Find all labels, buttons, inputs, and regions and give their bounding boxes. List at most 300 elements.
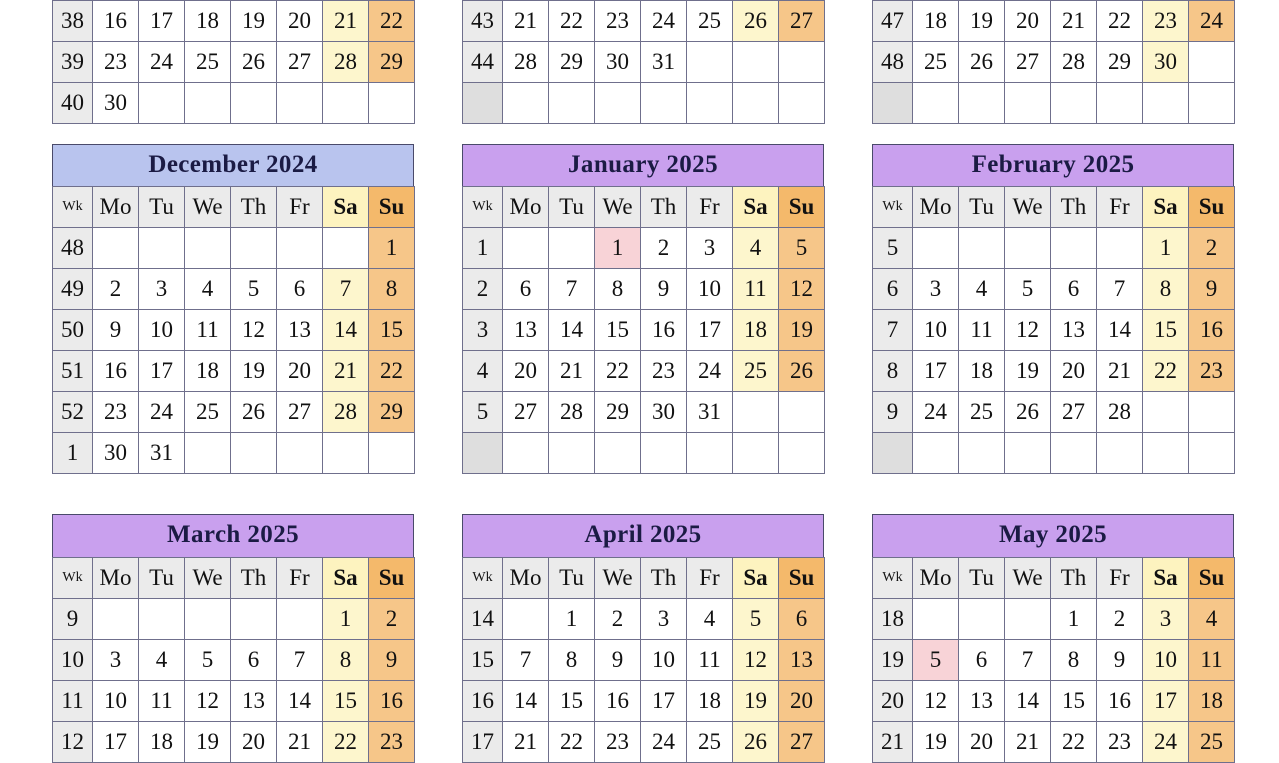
day-cell: 30 xyxy=(93,83,139,124)
day-cell: 22 xyxy=(323,721,369,762)
month-title-april-2025: April 2025 xyxy=(462,514,824,556)
day-cell: 27 xyxy=(503,392,549,433)
weekday-header-wk: Wk xyxy=(53,557,93,598)
week-number-cell: 5 xyxy=(873,228,913,269)
day-cell: 26 xyxy=(1005,392,1051,433)
day-cell-empty xyxy=(687,42,733,83)
weekday-header-fr: Fr xyxy=(1097,187,1143,228)
day-cell: 18 xyxy=(687,680,733,721)
weekday-header-th: Th xyxy=(231,187,277,228)
day-cell-empty xyxy=(779,433,825,474)
week-number-cell: 48 xyxy=(53,228,93,269)
weekday-header-fr: Fr xyxy=(687,187,733,228)
day-cell: 5 xyxy=(779,228,825,269)
day-cell: 11 xyxy=(959,310,1005,351)
day-cell: 25 xyxy=(185,392,231,433)
week-number-cell xyxy=(873,433,913,474)
day-cell: 23 xyxy=(369,721,415,762)
weekday-header-su: Su xyxy=(1189,557,1235,598)
day-cell: 24 xyxy=(139,392,185,433)
day-cell: 5 xyxy=(231,269,277,310)
day-cell: 10 xyxy=(687,269,733,310)
day-cell: 3 xyxy=(687,228,733,269)
week-number-cell: 51 xyxy=(53,351,93,392)
weekday-header-th: Th xyxy=(1051,557,1097,598)
week-row xyxy=(463,598,825,639)
day-cell-empty xyxy=(779,392,825,433)
day-cell: 21 xyxy=(503,721,549,762)
weekday-header-row xyxy=(53,187,415,228)
bottom-partial-months-row xyxy=(0,514,1279,754)
day-cell: 23 xyxy=(595,1,641,42)
day-cell: 4 xyxy=(959,269,1005,310)
day-cell: 19 xyxy=(779,310,825,351)
day-cell-empty xyxy=(369,83,415,124)
day-cell: 11 xyxy=(687,639,733,680)
week-row xyxy=(463,42,825,83)
day-cell: 10 xyxy=(641,639,687,680)
day-cell-empty xyxy=(1097,433,1143,474)
calendar-table-september-2024-partial xyxy=(52,0,415,124)
weekday-header-su: Su xyxy=(369,187,415,228)
day-cell: 7 xyxy=(323,269,369,310)
day-cell: 7 xyxy=(1005,639,1051,680)
day-cell: 27 xyxy=(779,721,825,762)
day-cell: 7 xyxy=(549,269,595,310)
day-cell: 20 xyxy=(779,680,825,721)
day-cell: 3 xyxy=(913,269,959,310)
day-cell: 23 xyxy=(641,351,687,392)
day-cell-empty xyxy=(641,433,687,474)
day-cell: 26 xyxy=(733,721,779,762)
day-cell: 13 xyxy=(277,310,323,351)
day-cell: 19 xyxy=(959,1,1005,42)
day-cell: 28 xyxy=(1097,392,1143,433)
day-cell-empty xyxy=(779,42,825,83)
day-cell-empty xyxy=(503,228,549,269)
day-cell: 8 xyxy=(1143,269,1189,310)
day-cell: 25 xyxy=(1189,721,1235,762)
day-cell: 29 xyxy=(549,42,595,83)
day-cell-empty xyxy=(1005,598,1051,639)
calendar-table-january-2025 xyxy=(462,186,825,474)
day-cell: 17 xyxy=(687,310,733,351)
day-cell: 25 xyxy=(913,42,959,83)
day-cell: 24 xyxy=(687,351,733,392)
day-cell: 19 xyxy=(231,351,277,392)
day-cell: 28 xyxy=(323,392,369,433)
day-cell: 19 xyxy=(1005,351,1051,392)
week-number-cell: 1 xyxy=(53,433,93,474)
day-cell: 8 xyxy=(549,639,595,680)
day-cell: 7 xyxy=(503,639,549,680)
day-cell: 11 xyxy=(1189,639,1235,680)
day-cell: 29 xyxy=(595,392,641,433)
day-cell-empty xyxy=(913,228,959,269)
week-row xyxy=(463,83,825,124)
day-cell: 25 xyxy=(185,42,231,83)
day-cell: 20 xyxy=(277,1,323,42)
day-cell: 22 xyxy=(549,1,595,42)
day-cell: 12 xyxy=(1005,310,1051,351)
week-number-cell: 38 xyxy=(53,1,93,42)
week-number-cell: 6 xyxy=(873,269,913,310)
day-cell: 30 xyxy=(595,42,641,83)
day-cell-empty xyxy=(913,598,959,639)
day-cell-empty xyxy=(549,228,595,269)
week-row xyxy=(463,680,825,721)
weekday-header-sa: Sa xyxy=(323,557,369,598)
weekday-header-th: Th xyxy=(1051,187,1097,228)
day-cell: 14 xyxy=(277,680,323,721)
day-cell: 16 xyxy=(641,310,687,351)
weekday-header-we: We xyxy=(1005,187,1051,228)
day-cell: 22 xyxy=(1143,351,1189,392)
weekday-header-fr: Fr xyxy=(1097,557,1143,598)
day-cell: 8 xyxy=(323,639,369,680)
day-cell: 22 xyxy=(549,721,595,762)
day-cell: 16 xyxy=(93,351,139,392)
day-cell: 15 xyxy=(369,310,415,351)
day-cell: 11 xyxy=(733,269,779,310)
weekday-header-tu: Tu xyxy=(959,187,1005,228)
day-cell-empty xyxy=(323,433,369,474)
day-cell: 21 xyxy=(1051,1,1097,42)
calendar-table-december-2024 xyxy=(52,186,415,474)
weekday-header-su: Su xyxy=(779,187,825,228)
day-cell: 5 xyxy=(185,639,231,680)
day-cell: 31 xyxy=(139,433,185,474)
day-cell: 17 xyxy=(139,1,185,42)
month-title-may-2025: May 2025 xyxy=(872,514,1234,556)
day-cell: 16 xyxy=(1189,310,1235,351)
day-cell: 4 xyxy=(733,228,779,269)
day-cell-empty xyxy=(369,433,415,474)
day-cell: 28 xyxy=(549,392,595,433)
weekday-header-we: We xyxy=(1005,557,1051,598)
day-cell: 11 xyxy=(139,680,185,721)
month-title-december-2024: December 2024 xyxy=(52,144,414,186)
calendar-table-october-2024-partial xyxy=(462,0,825,124)
day-cell: 10 xyxy=(913,310,959,351)
day-cell: 3 xyxy=(641,598,687,639)
day-cell-empty xyxy=(687,83,733,124)
weekday-header-su: Su xyxy=(1189,187,1235,228)
day-cell: 2 xyxy=(641,228,687,269)
weekday-header-we: We xyxy=(595,187,641,228)
weekday-header-tu: Tu xyxy=(139,557,185,598)
day-cell-empty xyxy=(913,433,959,474)
day-cell: 25 xyxy=(733,351,779,392)
week-number-cell xyxy=(873,83,913,124)
day-cell: 24 xyxy=(913,392,959,433)
weekday-header-row xyxy=(53,557,415,598)
day-cell-empty xyxy=(1143,83,1189,124)
weekday-header-we: We xyxy=(185,187,231,228)
day-cell: 24 xyxy=(1143,721,1189,762)
month-title-february-2025: February 2025 xyxy=(872,144,1234,186)
day-cell-empty xyxy=(1051,433,1097,474)
week-row xyxy=(873,392,1235,433)
weekday-header-wk: Wk xyxy=(463,187,503,228)
day-cell-empty xyxy=(1143,433,1189,474)
weekday-header-mo: Mo xyxy=(93,187,139,228)
week-number-cell: 5 xyxy=(463,392,503,433)
day-cell: 13 xyxy=(959,680,1005,721)
day-cell: 12 xyxy=(913,680,959,721)
day-cell-empty xyxy=(1189,83,1235,124)
day-cell: 18 xyxy=(959,351,1005,392)
day-cell: 26 xyxy=(231,392,277,433)
day-cell-empty xyxy=(1189,392,1235,433)
week-row xyxy=(873,83,1235,124)
day-cell: 30 xyxy=(1143,42,1189,83)
day-cell: 15 xyxy=(323,680,369,721)
day-cell: 2 xyxy=(1189,228,1235,269)
weekday-header-su: Su xyxy=(369,557,415,598)
day-cell: 29 xyxy=(369,392,415,433)
week-row xyxy=(53,433,415,474)
day-cell: 29 xyxy=(369,42,415,83)
day-cell-empty xyxy=(139,598,185,639)
week-number-cell xyxy=(463,433,503,474)
main-months-row xyxy=(0,144,1279,474)
day-cell: 15 xyxy=(1051,680,1097,721)
day-cell: 26 xyxy=(733,1,779,42)
day-cell: 4 xyxy=(185,269,231,310)
day-cell: 17 xyxy=(641,680,687,721)
calendar-table-march-2025 xyxy=(52,557,415,763)
day-cell-empty xyxy=(231,228,277,269)
day-cell: 14 xyxy=(1097,310,1143,351)
day-cell-empty xyxy=(185,83,231,124)
day-cell: 28 xyxy=(323,42,369,83)
weekday-header-row xyxy=(873,187,1235,228)
day-cell: 16 xyxy=(369,680,415,721)
week-row xyxy=(463,639,825,680)
day-cell: 15 xyxy=(595,310,641,351)
day-cell: 21 xyxy=(323,1,369,42)
week-row xyxy=(53,351,415,392)
week-number-cell: 40 xyxy=(53,83,93,124)
week-number-cell: 20 xyxy=(873,680,913,721)
weekday-header-row xyxy=(463,557,825,598)
day-cell: 19 xyxy=(913,721,959,762)
day-cell: 18 xyxy=(185,351,231,392)
month-block-march-2025 xyxy=(52,514,414,762)
day-cell: 21 xyxy=(1097,351,1143,392)
weekday-header-tu: Tu xyxy=(139,187,185,228)
week-number-cell: 9 xyxy=(873,392,913,433)
day-cell: 9 xyxy=(595,639,641,680)
week-row xyxy=(53,83,415,124)
day-cell: 25 xyxy=(687,1,733,42)
day-cell: 17 xyxy=(139,351,185,392)
calendar-table-may-2025 xyxy=(872,557,1235,763)
day-cell: 19 xyxy=(231,1,277,42)
month-title-january-2025: January 2025 xyxy=(462,144,824,186)
day-cell: 8 xyxy=(1051,639,1097,680)
week-number-cell: 2 xyxy=(463,269,503,310)
week-row xyxy=(463,351,825,392)
day-cell: 5 xyxy=(913,639,959,680)
month-block-october-2024-partial xyxy=(462,0,824,124)
week-row xyxy=(53,310,415,351)
weekday-header-th: Th xyxy=(641,187,687,228)
day-cell: 28 xyxy=(503,42,549,83)
day-cell: 5 xyxy=(733,598,779,639)
day-cell: 12 xyxy=(231,310,277,351)
weekday-header-sa: Sa xyxy=(733,187,779,228)
day-cell: 2 xyxy=(595,598,641,639)
month-block-january-2025 xyxy=(462,144,824,474)
day-cell: 13 xyxy=(1051,310,1097,351)
week-row xyxy=(53,721,415,762)
day-cell: 17 xyxy=(913,351,959,392)
day-cell: 23 xyxy=(1097,721,1143,762)
day-cell: 8 xyxy=(595,269,641,310)
day-cell: 29 xyxy=(1097,42,1143,83)
week-number-cell: 11 xyxy=(53,680,93,721)
weekday-header-mo: Mo xyxy=(503,187,549,228)
day-cell-empty xyxy=(139,83,185,124)
week-number-cell: 48 xyxy=(873,42,913,83)
day-cell-empty xyxy=(733,433,779,474)
day-cell: 18 xyxy=(139,721,185,762)
week-row xyxy=(873,680,1235,721)
day-cell: 28 xyxy=(1051,42,1097,83)
top-partial-months-row xyxy=(0,0,1279,115)
weekday-header-wk: Wk xyxy=(873,187,913,228)
weekday-header-mo: Mo xyxy=(93,557,139,598)
day-cell: 23 xyxy=(595,721,641,762)
week-number-cell: 4 xyxy=(463,351,503,392)
day-cell: 20 xyxy=(1051,351,1097,392)
day-cell-empty xyxy=(323,228,369,269)
day-cell: 1 xyxy=(323,598,369,639)
week-number-cell: 18 xyxy=(873,598,913,639)
day-cell: 27 xyxy=(1051,392,1097,433)
week-number-cell: 19 xyxy=(873,639,913,680)
day-cell: 4 xyxy=(687,598,733,639)
day-cell-empty xyxy=(323,83,369,124)
day-cell: 16 xyxy=(1097,680,1143,721)
day-cell-empty xyxy=(1005,83,1051,124)
day-cell: 14 xyxy=(1005,680,1051,721)
day-cell: 2 xyxy=(93,269,139,310)
day-cell: 12 xyxy=(185,680,231,721)
day-cell: 20 xyxy=(959,721,1005,762)
month-title-march-2025: March 2025 xyxy=(52,514,414,556)
day-cell: 14 xyxy=(323,310,369,351)
week-number-cell: 15 xyxy=(463,639,503,680)
day-cell: 1 xyxy=(549,598,595,639)
week-row xyxy=(873,639,1235,680)
week-row xyxy=(873,1,1235,42)
day-cell-empty xyxy=(549,433,595,474)
weekday-header-th: Th xyxy=(231,557,277,598)
week-number-cell: 14 xyxy=(463,598,503,639)
calendar-table-april-2025 xyxy=(462,557,825,763)
day-cell: 23 xyxy=(1143,1,1189,42)
week-row xyxy=(53,639,415,680)
day-cell: 12 xyxy=(779,269,825,310)
day-cell: 10 xyxy=(139,310,185,351)
weekday-header-mo: Mo xyxy=(913,187,959,228)
day-cell-empty xyxy=(959,228,1005,269)
week-number-cell: 8 xyxy=(873,351,913,392)
day-cell-empty xyxy=(139,228,185,269)
month-block-november-2024-partial xyxy=(872,0,1234,124)
weekday-header-tu: Tu xyxy=(549,187,595,228)
day-cell: 6 xyxy=(779,598,825,639)
day-cell: 30 xyxy=(93,433,139,474)
day-cell: 26 xyxy=(779,351,825,392)
day-cell: 27 xyxy=(779,1,825,42)
week-row xyxy=(463,392,825,433)
day-cell: 15 xyxy=(1143,310,1189,351)
week-row xyxy=(53,392,415,433)
day-cell-empty xyxy=(1051,228,1097,269)
week-number-cell: 39 xyxy=(53,42,93,83)
day-cell: 18 xyxy=(185,1,231,42)
day-cell: 31 xyxy=(641,42,687,83)
week-number-cell: 52 xyxy=(53,392,93,433)
day-cell-empty xyxy=(959,598,1005,639)
day-cell-empty xyxy=(549,83,595,124)
day-cell-empty xyxy=(185,228,231,269)
day-cell-empty xyxy=(913,83,959,124)
day-cell: 18 xyxy=(913,1,959,42)
day-cell-empty xyxy=(93,228,139,269)
day-cell-empty xyxy=(1005,433,1051,474)
day-cell: 13 xyxy=(231,680,277,721)
week-row xyxy=(53,228,415,269)
month-block-february-2025 xyxy=(872,144,1234,474)
day-cell: 25 xyxy=(687,721,733,762)
day-cell: 24 xyxy=(641,721,687,762)
day-cell: 22 xyxy=(369,1,415,42)
day-cell-empty xyxy=(733,392,779,433)
weekday-header-mo: Mo xyxy=(913,557,959,598)
week-row xyxy=(463,228,825,269)
weekday-header-fr: Fr xyxy=(277,557,323,598)
week-row xyxy=(873,598,1235,639)
weekday-header-row xyxy=(463,187,825,228)
week-number-cell: 50 xyxy=(53,310,93,351)
calendar-table-november-2024-partial xyxy=(872,0,1235,124)
week-row xyxy=(873,721,1235,762)
day-cell: 31 xyxy=(687,392,733,433)
day-cell: 20 xyxy=(503,351,549,392)
day-cell-empty xyxy=(277,598,323,639)
day-cell: 5 xyxy=(1005,269,1051,310)
day-cell: 13 xyxy=(779,639,825,680)
weekday-header-fr: Fr xyxy=(277,187,323,228)
month-block-september-2024-partial xyxy=(52,0,414,124)
day-cell: 20 xyxy=(231,721,277,762)
day-cell: 9 xyxy=(1097,639,1143,680)
week-row xyxy=(53,598,415,639)
day-cell: 14 xyxy=(549,310,595,351)
day-cell: 21 xyxy=(277,721,323,762)
weekday-header-sa: Sa xyxy=(1143,557,1189,598)
day-cell: 27 xyxy=(277,42,323,83)
week-row xyxy=(463,433,825,474)
day-cell: 9 xyxy=(369,639,415,680)
day-cell: 21 xyxy=(549,351,595,392)
weekday-header-we: We xyxy=(185,557,231,598)
